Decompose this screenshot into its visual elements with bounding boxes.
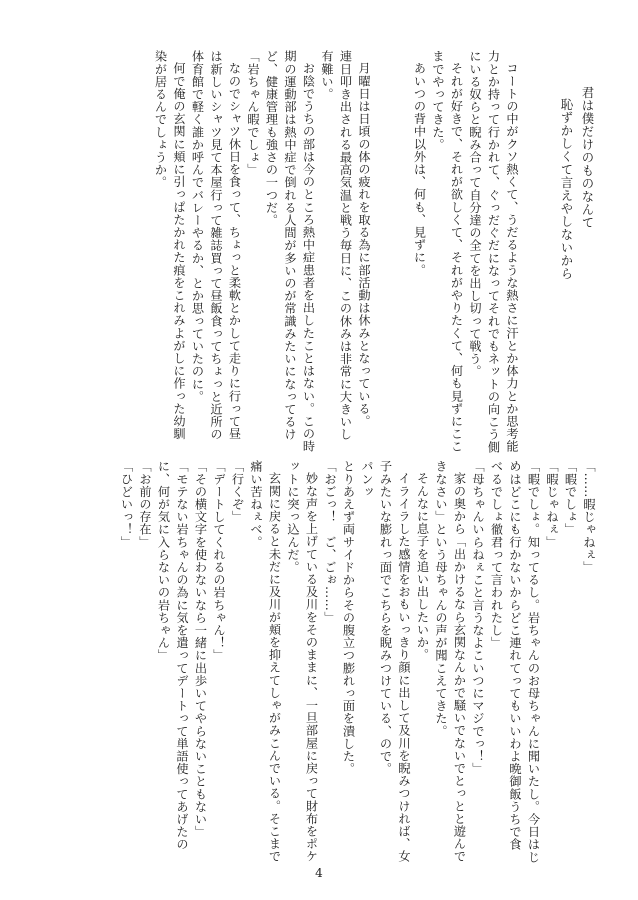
blank-line [392, 50, 411, 450]
text-line: 「暇でしょ。知ってるし。岩ちゃんのお母ちゃんに聞いたし。今日はじ [526, 460, 541, 864]
text-line: 何で俺の玄関に頬に引っぱたかれた痕をこれみよがしに作った幼馴 [172, 62, 186, 440]
text-line: それが好きで、それが欲しくて、それがやりたくて、何も見ずにここ [449, 62, 464, 453]
text-line: イライラした感情をおもいっきり顔に出して及川を睨みつければ、女 [397, 472, 411, 863]
text-line: に、何が気に入らないの岩ちゃん」 [156, 460, 171, 662]
text-line: 「ひどいっ！」 [119, 460, 134, 549]
text-line: べるでしょ徹君って言われたし」 [489, 460, 504, 649]
text-line: 「モテない岩ちゃんの為に気を遣ってデートって単語使ってあげたの [175, 460, 189, 851]
text-line: 妙な声を上げている及川をそのままに、一旦部屋に戻って財布をポケ [304, 472, 319, 863]
title-line-1: 君は僕だけのものなんて [580, 86, 595, 229]
story-title [556, 86, 598, 280]
text-line: までやってきた。 [431, 50, 445, 151]
text-line: 月曜日は日頃の体の疲れを取る為に部活動は休みとなっている。 [357, 62, 371, 428]
text-line: なのでシャツ休日を食って、ちょっと柔軟とかして走りに行って昼 [227, 62, 242, 440]
text-line: とりあえず両サイドからその腹立つ膨れっ面を潰した。 [341, 460, 356, 775]
text-line: 「母ちゃんいらねぇこと言うなよこいつにマジでっ！」 [471, 460, 485, 775]
text-line: 「暇じゃねぇ」 [545, 460, 559, 549]
body-text-upper [151, 50, 521, 454]
text-line: 「行くぞ」 [230, 460, 245, 523]
text-line: 有難い。 [320, 50, 334, 101]
text-line: 体育館で軽く誰か呼んでバレーやるか、とか思っていたのに。 [190, 50, 205, 403]
text-line: きなさい」という母ちゃんの声が聞こえてきた。 [434, 460, 448, 738]
text-line: 「デートしてくれるの岩ちゃん！」 [212, 460, 226, 662]
text-line: にいる奴らと睨み合って自分達の全てを出し切って戦う。 [468, 50, 482, 378]
text-line: 「その横文字を使わないなら一緒に出歩いてやらないこともない」 [193, 460, 208, 838]
text-line: 「……暇じゃねぇ」 [582, 460, 596, 574]
text-line: お陰でうちの部は今のところ熱中症患者を出したことはない。この時 [301, 62, 316, 453]
text-line: 「お前の存在」 [138, 460, 152, 549]
text-line: 「暇でしょ」 [563, 460, 578, 536]
page-number: 4 [315, 866, 323, 880]
text-line: パンッ [360, 460, 374, 498]
text-line: あいつの背中以外は、何も、見ずに。 [412, 62, 427, 277]
text-line: 染が居るんでしょうか。 [153, 50, 168, 189]
title-line-2: 恥ずかしくて言えやしないから [559, 98, 574, 280]
text-line: 子みたいな膨れっ面でこちらを睨みつけている、ので。 [378, 460, 393, 775]
text-line: めはどこにも行かないからどこ連れてってもいいわよ晩御飯うちで食 [508, 460, 522, 851]
blank-line [373, 50, 392, 450]
text-line: ットに突っ込んだ。 [286, 460, 300, 574]
text-line: コートの中がクソ熱くて、うだるような熱さに汗とか体力とか思考能 [505, 62, 519, 453]
text-line: 連日叩き出される最高気温と戦う毎日に、この休みは非常に大きいし [338, 50, 353, 441]
text-line: ど、健康管理も強さの一つだ。 [264, 50, 279, 227]
text-line: は新しいシャツ見て本屋行って雑誌買って昼飯食ってちょっと近所の [209, 50, 223, 441]
text-line: 期の運動部は熱中症で倒れる人間が多いのが常識みたいになってるけ [283, 50, 297, 441]
text-line: 玄関に戻ると未だに及川が頬を抑えてしゃがみこんでいる。そこまで [267, 472, 282, 863]
text-line: 家の奥から「出かけるなら玄関なんかで騒いでないでとっとと遊んで [452, 472, 467, 863]
text-line: 痛い苦ねぇべ。 [249, 460, 263, 549]
text-line: 「おごっ！ ご、ごぉ……」 [323, 460, 337, 624]
text-line: そんなに息子を追い出したいか。 [415, 472, 430, 661]
text-line: 力とか持って行かれて、ぐっだぐだになってそれでもネットの向こう側 [486, 50, 501, 454]
body-text-lower [117, 460, 598, 864]
text-line: 「岩ちゃん暇でしょ」 [246, 50, 260, 176]
